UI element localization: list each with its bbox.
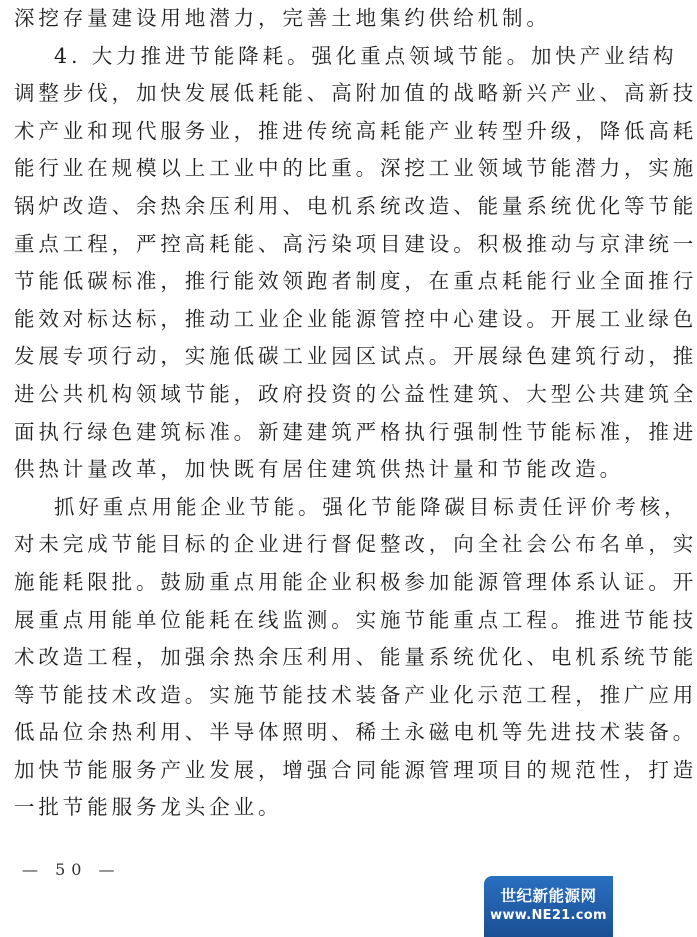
text-line: 重点工程，严控高耗能、高污染项目建设。积极推动与京津统一 bbox=[14, 231, 697, 256]
text-line: 供热计量改革，加快既有居住建筑供热计量和节能改造。 bbox=[14, 457, 624, 482]
text-line: 进公共机构领域节能，政府投资的公益性建筑、大型公共建筑全 bbox=[14, 381, 697, 406]
text-line: 调整步伐，加快发展低耗能、高附加值的战略新兴产业、高新技 bbox=[14, 81, 697, 106]
text-line-paragraph-start: 抓好重点用能企业节能。强化节能降碳目标责任评价考核， bbox=[54, 494, 689, 519]
text-line: 能效对标达标，推动工业企业能源管控中心建设。开展工业绿色 bbox=[14, 306, 697, 331]
watermark-url: www.NE21.com bbox=[490, 908, 607, 923]
watermark-title: 世纪新能源网 bbox=[500, 887, 597, 905]
text-line: 术改造工程，加强余热余压利用、能量系统优化、电机系统节能 bbox=[14, 645, 697, 670]
body-text bbox=[14, 0, 697, 827]
text-line: 等节能技术改造。实施节能技术装备产业化示范工程，推广应用 bbox=[14, 682, 697, 707]
text-line: 术产业和现代服务业，推进传统高耗能产业转型升级，降低高耗 bbox=[14, 118, 697, 143]
text-line: 锅炉改造、余热余压利用、电机系统改造、能量系统优化等节能 bbox=[14, 193, 697, 218]
text-line: 面执行绿色建筑标准。新建建筑严格执行强制性节能标准，推进 bbox=[14, 419, 697, 444]
text-line: 低品位余热利用、半导体照明、稀土永磁电机等先进技术装备。 bbox=[14, 720, 697, 745]
text-line: 发展专项行动，实施低碳工业园区试点。开展绿色建筑行动，推 bbox=[14, 344, 697, 369]
text-line: 对未完成节能目标的企业进行督促整改，向全社会公布名单，实 bbox=[14, 532, 697, 557]
text-line: 能行业在规模以上工业中的比重。深挖工业领域节能潜力，实施 bbox=[14, 156, 697, 181]
text-line: 加快节能服务产业发展，增强合同能源管理项目的规范性，打造 bbox=[14, 757, 697, 782]
text-line: 深挖存量建设用地潜力，完善土地集约供给机制。 bbox=[14, 6, 551, 30]
page-number: — 50 — bbox=[22, 860, 121, 879]
text-line-paragraph-start: 4. 大力推进节能降耗。强化重点领域节能。加快产业结构 bbox=[54, 43, 678, 68]
text-line: 施能耗限批。鼓励重点用能企业积极参加能源管理体系认证。开 bbox=[14, 569, 697, 594]
watermark-logo bbox=[484, 876, 613, 937]
text-line: 节能低碳标准，推行能效领跑者制度，在重点耗能行业全面推行 bbox=[14, 269, 697, 294]
text-line: 一批节能服务龙头企业。 bbox=[14, 795, 283, 820]
text-line: 展重点用能单位能耗在线监测。实施节能重点工程。推进节能技 bbox=[14, 607, 697, 632]
